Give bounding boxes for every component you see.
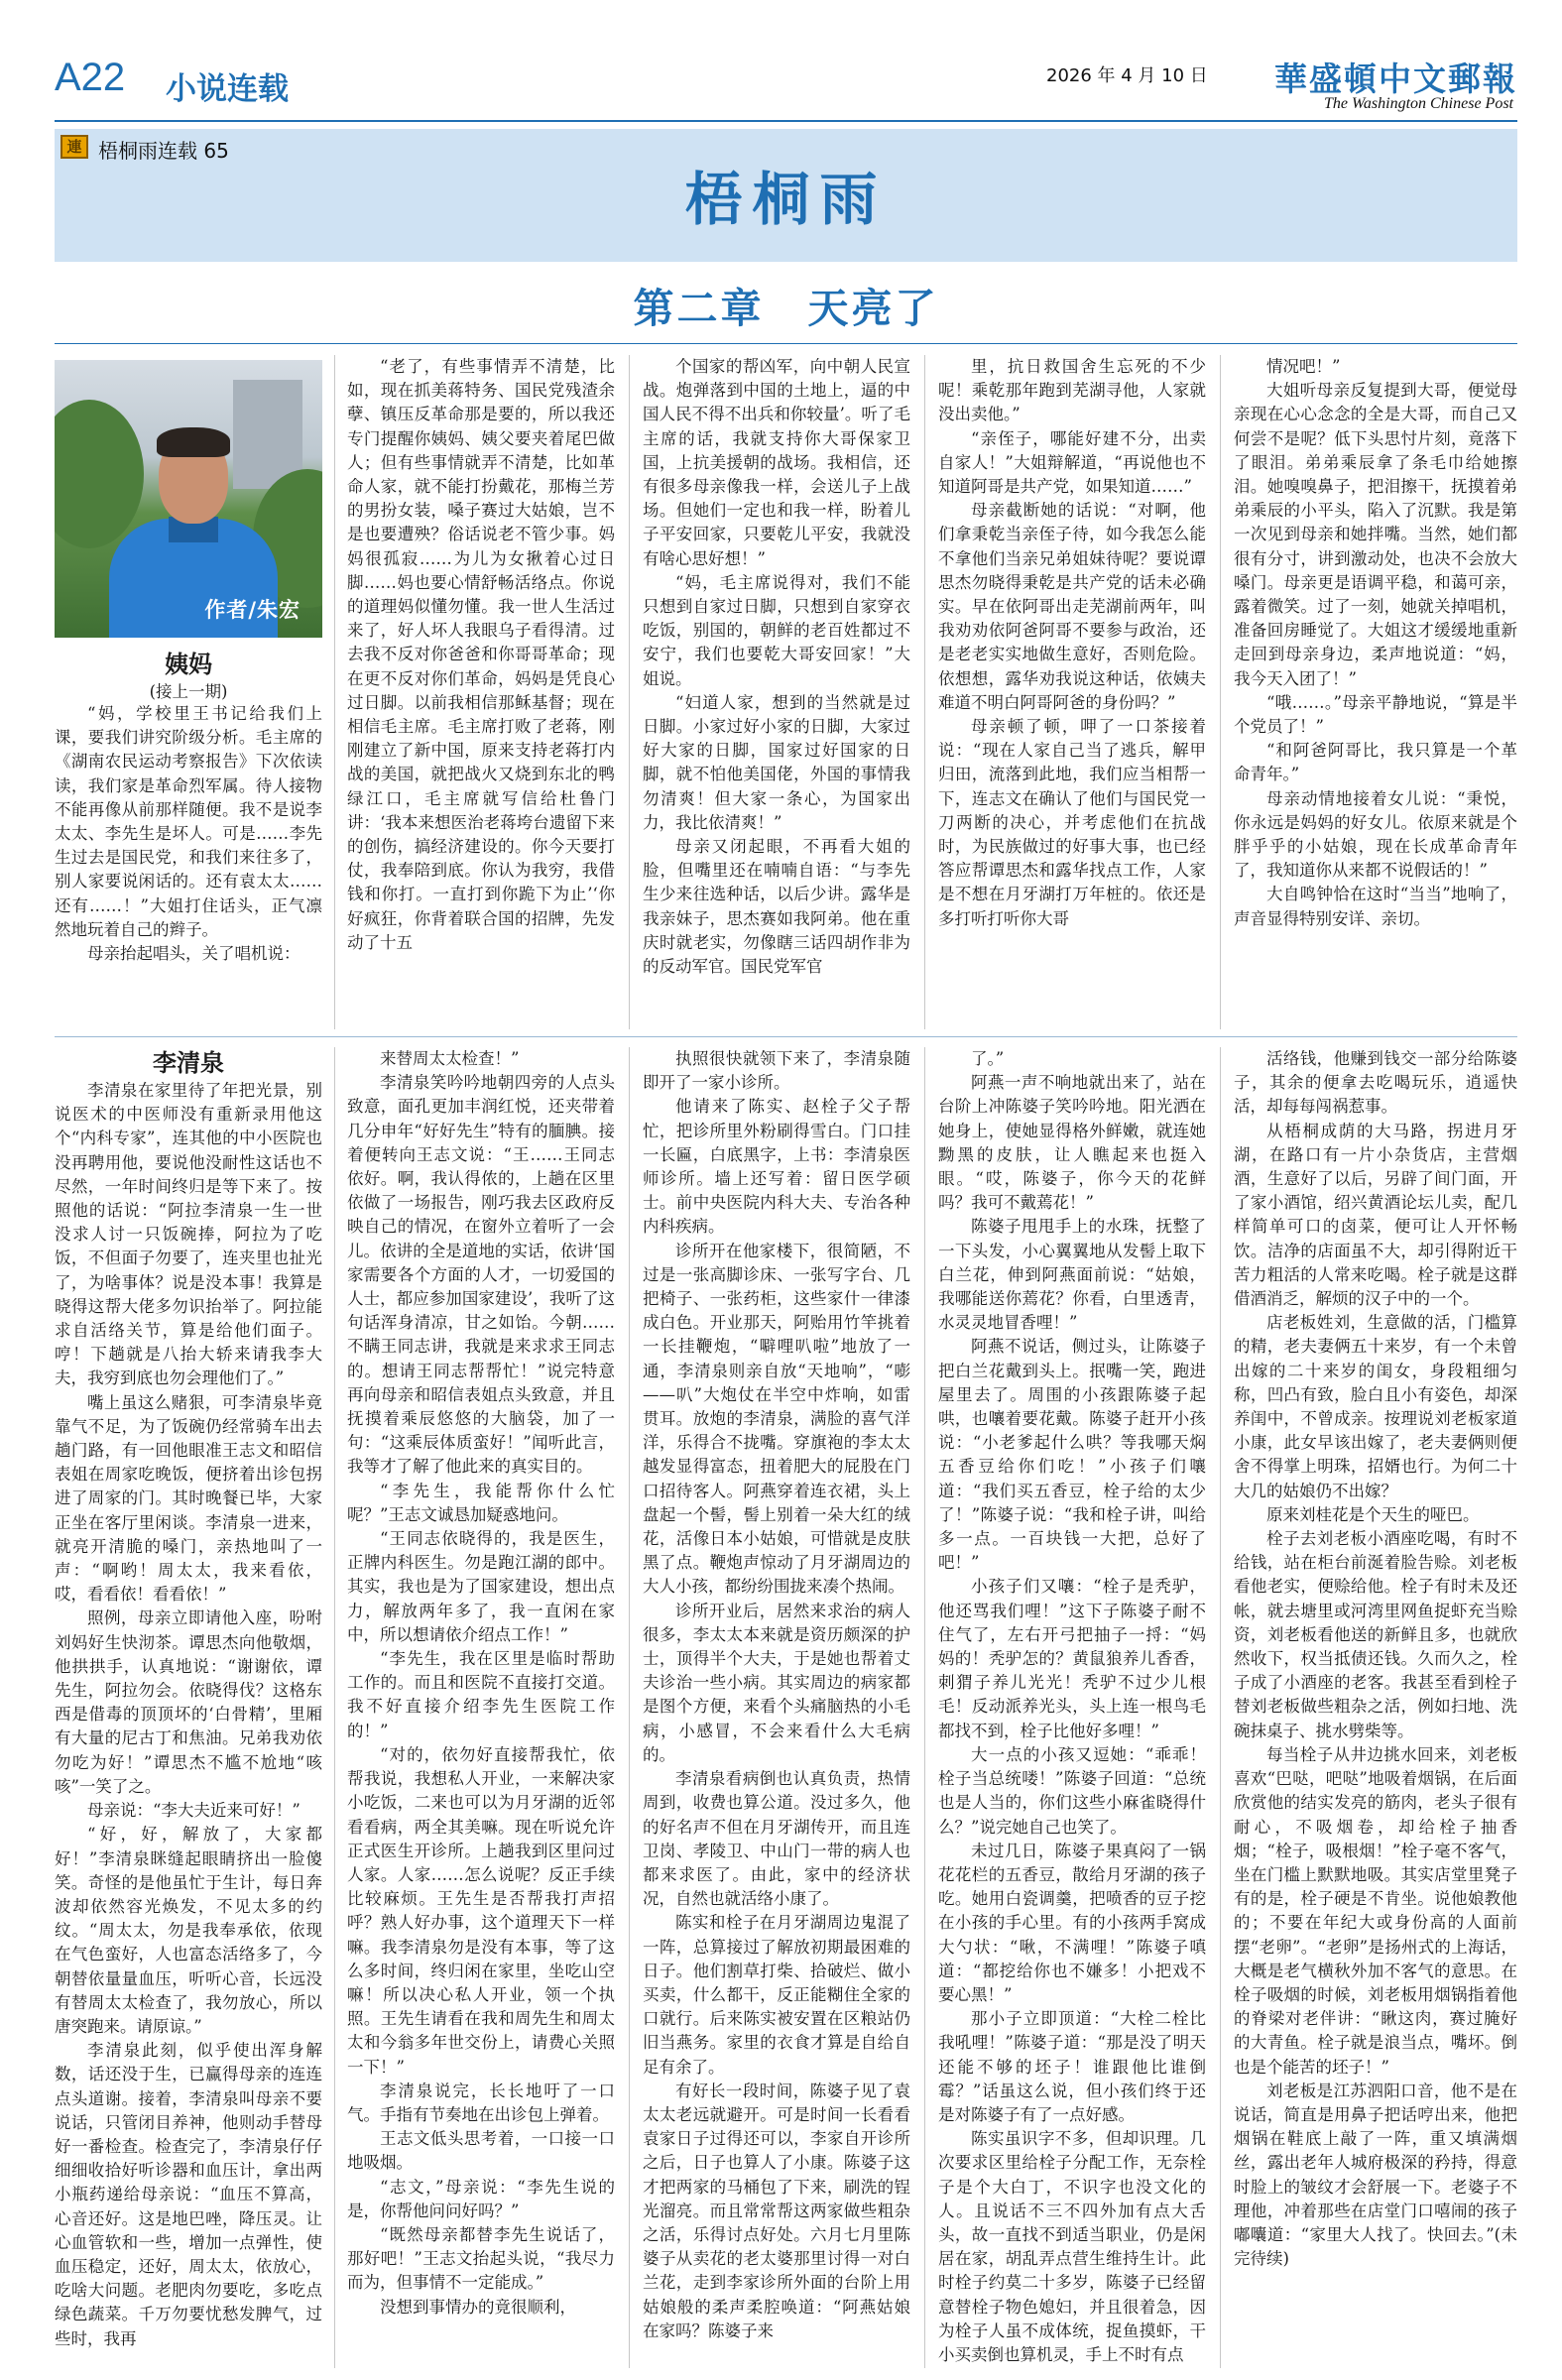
- column-divider: [334, 355, 335, 1029]
- paragraph: “亲侄子，哪能好建不分，出卖自家人！”大姐辩解道，“再说他也不知道阿哥是共产党，如果知道……”: [938, 428, 1206, 497]
- section-title-li: 李清泉: [153, 1048, 224, 1077]
- paragraph: 嘴上虽这么赌狠，可李清泉毕竟靠气不足，为了饭碗仍经常骑车出去趟门路，有一回他眼准王志文和昭信表姐在周家吃晚饭，便挤着出诊包拐进了周家的门。其时晚餐已毕，大家正坐在客厅里闲谈。李清泉一进来，就亮开清脆的嗓门，亲热地叫了一声：“啊哟！周太太，我来看依，哎，看看依！看看依！”: [55, 1392, 322, 1605]
- portrait-hair: [157, 427, 230, 457]
- paragraph: “妈，毛主席说得对，我们不能只想到自家过日脚，只想到自家穿衣吃饭，别国的，朝鲜的老百姓都过不安宁，我们也要乾大哥安回家！”大姐说。: [643, 572, 910, 688]
- lower-column-2: [347, 1047, 615, 2368]
- paragraph: 诊所开在他家楼下，很简陋，不过是一张高脚诊床、一张写字台、几把椅子、一张药柜，这些家什一律漆成白色。开业那天，阿贻用竹竿挑着一长挂鞭炮，“噼哩叭啦”地放了一通，李清泉则亲自放“天地响”，“嘭——叭”大炮仗在半空中炸响，如雷贯耳。放炮的李清泉，满脸的喜气洋洋，乐得合不拢嘴。穿旗袍的李太太越发显得富态，扭着肥大的屁股在门口招待客人。阿燕穿着连衣裙，头上盘起一个髻，髻上别着一朵大红的绒花，活像日本小姑娘，可惜就是皮肤黑了点。鞭炮声惊动了月牙湖周边的大人小孩，都纷纷围拢来凑个热闹。: [643, 1241, 910, 1597]
- serial-badge-icon: 連: [60, 135, 88, 159]
- upper-column-4: [938, 355, 1206, 1029]
- paragraph: 了。”: [971, 1049, 1005, 1068]
- paragraph: 李清泉说完，长长地吁了一口气。手指有节奏地在出诊包上弹着。: [347, 2081, 615, 2124]
- paragraph: 李清泉在家里待了年把光景，别说医术的中医师没有重新录用他这个“内科专家”，连其他的中小医院也没再聘用他，要说他没耐性这话也不尽然，一年时间终归是等下来了。按照他的话说：“阿拉李清泉一生一世没求人讨一只饭碗捧，阿拉为了吃饭，不但面子勿要了，连夹里也扯光了，为啥事体？说是没本事！我算是晓得这帮大佬多勿识抬举了。阿拉能求自活络关节，算是给他们面子。哼！下趟就是八抬大轿来请我李大夫，我穷到底也勿会理他们了。”: [55, 1081, 322, 1388]
- section-divider: [55, 1036, 1517, 1037]
- issue-date: 2026 年 4 月 10 日: [1046, 65, 1208, 86]
- column-divider: [629, 355, 630, 1029]
- paragraph: 母亲说：“李大夫近来可好！”: [87, 1801, 300, 1821]
- lower-column-3: [643, 1047, 910, 2368]
- column-divider: [924, 355, 925, 1029]
- paragraph: 大一点的小孩又逗她：“乖乖！栓子当总统喽！”陈婆子回道：“总统也是人当的，你们这些小麻雀晓得什么？”说完她自己也笑了。: [938, 1744, 1206, 1837]
- paragraph: “志文，”母亲说：“李先生说的是，你帮他问问好吗？”: [347, 2177, 615, 2220]
- paragraph: “李先生，我在区里是临时帮助工作的。而且和医院不直接打交道。我不好直接介绍李先生医院工作的！”: [347, 1649, 615, 1740]
- column-divider: [1220, 355, 1221, 1029]
- paragraph: 母亲又闭起眼，不再看大姐的脸，但嘴里还在喃喃自语：“与李先生少来往选种话，以后少讲。露华是我亲妹子，思杰赛如我阿弟。他在重庆时就老实，勿像瞎三话四胡作非为的反动军官。国民党军官: [643, 837, 910, 977]
- lower-column-4: [938, 1047, 1206, 2368]
- paragraph: 陈实虽识字不多，但却识理。几次要求区里给栓子分配工作，无奈栓子是个大白丁，不识字也没文化的人。且说话不三不四外加有点大舌头，故一直找不到适当职业，仍是闲居在家，胡乱弄点营生维持生计。此时栓子约莫二十多岁，陈婆子已经留意替栓子物色媳妇，并且很着急，因为栓子人虽不成体统，捉鱼摸虾，干小买卖倒也算机灵，手上不时有点: [938, 2129, 1206, 2364]
- chapter-title: 第二章 天亮了: [633, 285, 939, 332]
- section-title-mama: 姨妈: [165, 650, 212, 678]
- chapter-rule: [55, 343, 1517, 344]
- paragraph: 母亲抬起唱头，关了唱机说：: [87, 944, 300, 964]
- paragraph: 诊所开业后，居然来求治的病人很多，李太太本来就是资历颇深的护士，顶得半个大夫，于是她也帮着丈夫诊治一些小病。其实周边的病家都是图个方便，来看个头痛脑热的小毛病，小感冒，不会来看什么大毛病的。: [643, 1601, 910, 1764]
- paragraph: 小孩子们又嚷：“栓子是秃驴，他还骂我们哩！”这下子陈婆子耐不住气了，左右开弓把抽子一捋：“妈妈的！秃驴怎的？黄鼠狼养儿香香，刺猬子养儿光光！秃驴不过少儿根毛！反动派养光头，头上连一根鸟毛都找不到，栓子比他好多哩！”: [938, 1577, 1206, 1740]
- paragraph: 那小子立即顶道：“大栓二栓比我吼哩！”陈婆子道：“那是没了明天还能不够的坯子！谁跟他比谁倒霉？”话虽这么说，但小孩们终于还是对陈婆子有了一点好感。: [938, 2009, 1206, 2124]
- paragraph: 陈实和栓子在月牙湖周边鬼混了一阵，总算接过了解放初期最困难的日子。他们割草打柴、拾破烂、做小买卖，什么都干，反正能糊住全家的口就行。后来陈实被安置在区粮站仍旧当燕务。家里的衣食才算是自给自足有余了。: [643, 1913, 910, 2077]
- column-divider: [924, 1047, 925, 2368]
- paragraph: 原来刘桂花是个天生的哑巴。: [1266, 1504, 1480, 1524]
- column-divider: [334, 1047, 335, 2368]
- paragraph: 照例，母亲立即请他入座，吩咐刘妈好生快沏茶。谭思杰向他敬烟，他拱拱手，认真地说：“谢谢依，谭先生，阿拉勿会。依晓得伐？这格东西是借毒的顶顶坏的‘白骨精’，里厢有大量的尼古丁和焦油。兄弟我劝依勿吃为好！”谭思杰不尴不尬地“咳咳”一笑了之。: [55, 1608, 322, 1796]
- masthead-chinese: 華盛頓中文郵報: [1274, 60, 1517, 98]
- paragraph: “既然母亲都替李先生说话了，那好吧！”王志文抬起头说，“我尽力而为，但事情不一定能成。”: [347, 2224, 615, 2293]
- upper-column-3: [643, 355, 910, 1029]
- author-portrait: [55, 360, 322, 638]
- lower-column-1: [55, 1079, 322, 2368]
- paragraph: 阿燕一声不响地就出来了，站在台阶上冲陈婆子笑吟吟地。阳光洒在她身上，使她显得格外鲜嫩，就连她黝黑的皮肤，让人瞧起来也挺入眼。“哎，陈婆子，你今天的花鲜吗？我可不戴蔫花！”: [938, 1073, 1206, 1213]
- column-divider: [629, 1047, 630, 2368]
- paragraph: 王志文低头思考着，一口接一口地吸烟。: [347, 2129, 615, 2173]
- paragraph: 情况吧！”: [1266, 357, 1341, 376]
- paragraph: 有好长一段时间，陈婆子见了袁太太老远就避开。可是时间一长看看袁家日子过得还可以，李家自开诊所之后，日子也算人了小康。陈婆子这才把两家的马桶包了下来，刷洗的锃光溜亮。而且常常帮这两家做些粗杂之活，乐得讨点好处。六月七月里陈婆子从卖花的老太婆那里讨得一对白兰花，走到李家诊所外面的台阶上用姑娘般的柔声柔腔唤道：“阿燕姑娘在家吗？陈婆子来: [643, 2081, 910, 2340]
- paragraph: 刘老板是江苏泗阳口音，他不是在说话，简直是用鼻子把话哼出来，他把烟锅在鞋底上敲了一阵，重又填满烟丝，露出老年人城府极深的矜持，得意时脸上的皱纹才会舒展一下。老婆子不理他，冲着那些在店堂门口嘻闹的孩子嘟囔道：“家里大人找了。快回去。”(未完待续): [1234, 2081, 1517, 2269]
- paragraph: 大姐听母亲反复提到大哥，便觉母亲现在心心念念的全是大哥，而自己又何尝不是呢？低下头思忖片刻，竟落下了眼泪。弟弟乘辰拿了条毛巾给她擦泪。她嗅嗅鼻子，把泪擦干，抚摸着弟弟乘辰的小平头，陷入了沉默。我是第一次见到母亲和她拌嘴。当然，她们都很有分寸，讲到激动处，也决不会放大嗓门。母亲更是语调平稳，和蔼可亲，露着微笑。过了一刻，她就关掉唱机，准备回房睡觉了。大姐这才缓缓地重新走回到母亲身边，柔声地说道：“妈，我今天入团了！”: [1234, 381, 1517, 688]
- upper-column-1: [55, 702, 322, 1029]
- paragraph: 里，抗日救国舍生忘死的不少呢！乘乾那年跑到芜湖寻他，人家就没出卖他。”: [938, 357, 1206, 424]
- paragraph: 大自鸣钟恰在这时“当当”地响了，声音显得特别安详、亲切。: [1234, 885, 1517, 928]
- paragraph: 未过几日，陈婆子果真闷了一锅花花栏的五香豆，散给月牙湖的孩子吃。她用白瓷调羹，把喷香的豆子挖在小孩的手心里。有的小孩两手窝成大勺状：“啾，不满哩！”陈婆子嗔道：“都挖给你也不嫌多！小把戏不要心黑！”: [938, 1841, 1206, 2004]
- masthead-english: The Washington Chinese Post: [1324, 95, 1513, 112]
- title-band: [55, 129, 1517, 262]
- header-rule: [55, 120, 1517, 122]
- paragraph: 母亲截断她的话说：“对啊，他们拿秉乾当亲侄子待，如今我怎么能不拿他们当亲兄弟姐妹待呢？要说谭思杰勿晓得秉乾是共产党的话未必确实。早在依阿哥出走芜湖前两年，叫我劝劝依阿爸阿哥不要参与政治，还是老老实实地做生意好，否则危险。依想想，露华劝我说这种话，依姨夫难道不明白阿哥阿爸的身份吗？”: [938, 501, 1206, 712]
- paragraph: 执照很快就领下来了，李清泉随即开了一家小诊所。: [643, 1049, 910, 1093]
- paragraph: 来替周太太检查！”: [380, 1049, 520, 1068]
- paragraph: 阿燕不说话，侧过头，让陈婆子把白兰花戴到头上。抿嘴一笑，跑进屋里去了。周围的小孩跟陈婆子起哄，也嚷着要花戴。陈婆子赶开小孩说：“小老爹起什么哄？等我哪天焖五香豆给你们吃！”小孩子们嚷道：“我们买五香豆，栓子给的太少了！”陈婆子说：“我和栓子讲，叫给多一点。一百块钱一大把，总好了吧！”: [938, 1337, 1206, 1573]
- paragraph: “对的，依勿好直接帮我忙，依帮我说，我想私人开业，一来解决家小吃饭，二来也可以为月牙湖的近邻看看病，两全其美嘛。现在听说允许正式医生开诊所。上趟我到区里问过人家。人家……怎么说呢？反正手续比较麻烦。王先生是否帮我打声招呼？熟人好办事，这个道理天下一样嘛。我李清泉勿是没有本事，等了这么多时间，终归闲在家里，坐吃山空嘛！所以决心私人开业，领一个执照。王先生请看在我和周先生和周太太和今翁多年世交份上，请费心关照一下！”: [347, 1744, 615, 2077]
- paragraph: 李清泉笑吟吟地朝四旁的人点头致意，面孔更加丰润红悦，还夹带着几分申年“好好先生”特有的腼腆。接着便转向王志文说：“王……王同志依好。啊，我认得侬的，上趟在区里依做了一场报告，刚巧我去区政府反映自己的情况，在窗外立着听了一会儿。依讲的全是道地的实话，依讲‘国家需要各个方面的人才，一切爱国的人士，都应参加国家建设’，我听了这句话浑身清凉，甘之如饴。今朝……不瞒王同志讲，我就是来求求王同志的。想请王同志帮帮忙！”说完特意再向母亲和昭信表姐点头致意，并且抚摸着乘辰悠悠的大脑袋，加了一句：“这乘辰体质蛮好！”闻听此言，我等才了解了他此来的真实目的。: [347, 1073, 615, 1477]
- paragraph: 李清泉看病倒也认真负责，热情周到，收费也算公道。没过多久，他的好名声不但在月牙湖传开，而且连卫岗、孝陵卫、中山门一带的病人也都来求医了。由此，家中的经济状况，自然也就活络小康了。: [643, 1769, 910, 1909]
- paragraph: 店老板姓刘，生意做的活，门槛算的精，老夫妻俩五十来岁，有一个未曾出嫁的二十来岁的闺女，身段粗细匀称，凹凸有致，脸白且小有姿色，却深养闺中，不曾成亲。按理说刘老板家道小康，此女早该出嫁了，老夫妻俩则便舍不得掌上明珠，招婿也行。为何二十大几的姑娘仍不出嫁？: [1234, 1313, 1517, 1500]
- section-name: 小说连载: [166, 71, 289, 107]
- paragraph: 没想到事情办的竟很顺利，: [380, 2297, 576, 2317]
- paragraph: “和阿爸阿哥比，我只算是一个革命青年。”: [1234, 741, 1517, 784]
- section-continued: (接上一期): [149, 682, 228, 701]
- lower-column-5: [1234, 1047, 1517, 2368]
- upper-column-5: [1234, 355, 1517, 1029]
- photo-caption: 作者/朱宏: [204, 597, 300, 622]
- paragraph: “好，好，解放了，大家都好！”李清泉眯缝起眼睛挤出一脸傻笑。奇怪的是他虽忙于生计，每日奔波却依然容光焕发，不见太多的约纹。“周太太，勿是我奉承依，依现在气色蛮好，人也富态活络多了，今朝替依量量血压，听听心音，长远没有替周太太检查了，我勿放心，所以唐突跑来。请原谅。”: [55, 1825, 322, 2036]
- paragraph: 李清泉此刻，似乎使出浑身解数，话还没于生，已赢得母亲的连连点头道谢。接着，李清泉叫母亲不要说话，只管闭目养神，他则动手替母好一番检查。检查完了，李清泉仔仔细细收拾好听诊器和血压计，拿出两小瓶药递给母亲说：“血压不算高，心音还好。这是地巴唑，降压灵。让心血管软和一些，增加一点弹性，使血压稳定，还好，周太太，依放心，吃啥大问题。老肥肉勿要吃，多吃点绿色蔬菜。千万勿要忧愁发脾气，过些时，我再: [55, 2041, 322, 2348]
- paragraph: “妇道人家，想到的当然就是过日脚。小家过好小家的日脚，大家过好大家的日脚，国家过好国家的日脚，就不怕他美国佬，外国的事情我勿清爽！但大家一条心，为国家出力，我比依清爽！”: [643, 692, 910, 832]
- paragraph: “老了，有些事情弄不清楚，比如，现在抓美蒋特务、国民党残渣余孽、镇压反革命那是要的，所以我还专门提醒你姨妈、姨父要夹着尾巴做人；但有些事情就弄不清楚，比如革命人家，就不能打扮戴花，那梅兰芳的男扮女装，嗓子赛过大姑娘，岂不是也要遭殃？俗话说老不管少事。妈妈很孤寂……为儿为女揪着心过日脚……妈也要心情舒畅活络点。你说的道理妈似懂勿懂。我一世人生活过来了，好人坏人我眼乌子看得清。过去我不反对你爸爸和你哥哥革命；现在更不反对你们革命，妈妈是凭良心过日脚。以前我相信那稣基督；现在相信毛主席。毛主席打败了老蒋，刚刚建立了新中国，原来支持老蒋打内战的美国，就把战火又烧到东北的鸭绿江口，毛主席就写信给杜鲁门讲：‘我本来想医治老蒋垮台遗留下来的创伤，搞经济建设的。你今天要打仗，我奉陪到底。你认为我穷，我借钱和你打。一直打到你跪下为止’‘你好疯狂，你背着联合国的招牌，先发动了十五: [347, 357, 615, 952]
- paragraph: 母亲动情地接着女儿说：“秉悦，你永远是妈妈的好女儿。依原来就是个胖乎乎的小姑娘，现在长成革命青年了，我知道你从来都不说假话的！”: [1234, 788, 1517, 881]
- paragraph: “哦……。”母亲平静地说，“算是半个党员了！”: [1234, 692, 1517, 737]
- paragraph: 母亲顿了顿，呷了一口茶接着说：“现在人家自己当了逃兵，解甲归田，流落到此地，我们应当相帮一下，连志文在确认了他们与国民党一刀两断的决心，并考虑他们在抗战时，为民族做过的好事大事，也已经答应帮谭思杰和露华找点工作，人家是不想在月牙湖打万年桩的。依还是多打听打听你大哥: [938, 717, 1206, 928]
- paragraph: 陈婆子甩甩手上的水珠，抚整了一下头发，小心翼翼地从发髻上取下白兰花，伸到阿燕面前说：“姑娘，我哪能送你蔫花？你看，白里透青，水灵灵地冒香哩！”: [938, 1217, 1206, 1333]
- paragraph: 从梧桐成荫的大马路，拐进月牙湖，在路口有一片小杂货店，主营烟酒，生意好了以后，另辟了间门面，开了家小酒馆，绍兴黄酒论坛儿卖，配几样简单可口的卤菜，便可让人开怀畅饮。洁净的店面虽不大，却引得附近干苦力粗活的人常来吃喝。栓子就是这群借酒消乏，解烦的汉子中的一个。: [1234, 1121, 1517, 1309]
- paragraph: “王同志依晓得的，我是医生，正牌内科医生。勿是跑江湖的郎中。其实，我也是为了国家建设，想出点力，解放两年多了，我一直闲在家中，所以想请依介绍点工作！”: [347, 1529, 615, 1644]
- paragraph: 每当栓子从井边挑水回来，刘老板喜欢“巴哒，吧哒”地吸着烟锅，在后面欣赏他的结实发亮的筋肉，老头子很有耐心，不吸烟卷，却给栓子抽香烟；“栓子，吸根烟！”栓子毫不客气，坐在门槛上默默地吸。其实店堂里凳子有的是，栓子硬是不肯坐。说他娘教他的；不要在年纪大或身份高的人面前摆“老卵”。“老卵”是扬州式的上海话，大概是老气横秋外加不客气的意思。在栓子吸烟的时候，刘老板用烟锅指着他的脊梁对老伴讲：“瞅这肉，赛过腌好的大青鱼。栓子就是浪当点，嘴坏。倒也是个能苦的坯子！”: [1234, 1744, 1517, 2077]
- paragraph: 栓子去刘老板小酒座吃喝，有时不给钱，站在柜台前涎着脸告赊。刘老板看他老实，便赊给他。栓子有时未及还帐，就去塘里或河湾里网鱼捉虾充当赊资，刘老板看他送的新鲜且多，也就欣然收下，权当抵债还钱。久而久之，栓子成了小酒座的老客。我甚至看到栓子替刘老板做些粗杂之活，例如扫地、洗碗抹桌子、挑水劈柴等。: [1234, 1529, 1517, 1740]
- portrait-tree: [55, 400, 144, 548]
- serial-label: 梧桐雨连载 65: [98, 139, 229, 163]
- column-divider: [1220, 1047, 1221, 2368]
- upper-column-2: [347, 355, 615, 1029]
- novel-title: 梧桐雨: [684, 166, 888, 233]
- paragraph: “李先生，我能帮你什么忙呢？”王志文诚恳加疑惑地问。: [347, 1481, 615, 1524]
- paragraph: 他请来了陈实、赵栓子父子帮忙，把诊所里外粉刷得雪白。门口挂一长匾，白底黑字，上书：李清泉医师诊所。墙上还写着：留日医学硕士。前中央医院内科大夫、专治各种内科疾病。: [643, 1097, 910, 1237]
- page-header: [55, 50, 1517, 119]
- paragraph: 个国家的帮凶军，向中朝人民宣战。炮弹落到中国的土地上，逼的中国人民不得不出兵和你较量’。听了毛主席的话，我就支持你大哥保家卫国，上抗美援朝的战场。我相信，还有很多母亲像我一样，会送儿子上战场。但她们一定也和我一样，盼着儿子平安回家，只要乾儿平安，我就没有啥心思好想！”: [643, 357, 910, 568]
- paragraph: “妈，学校里王书记给我们上课，要我们讲究阶级分析。毛主席的《湖南农民运动考察报告》下次依读读，我们家是革命烈军属。待人接物不能再像从前那样随便。我不是说李太太、李先生是坏人。可是……李先生过去是国民党，和我们来往多了，别人家要说闲话的。还有袁太太……还有……！”大姐打住话头，正气凛然地玩着自己的辫子。: [55, 704, 322, 939]
- page-number: A22: [55, 56, 126, 99]
- paragraph: 活络钱，他赚到钱交一部分给陈婆子，其余的便拿去吃喝玩乐，逍遥快活，却每每闯祸惹事。: [1234, 1049, 1517, 1117]
